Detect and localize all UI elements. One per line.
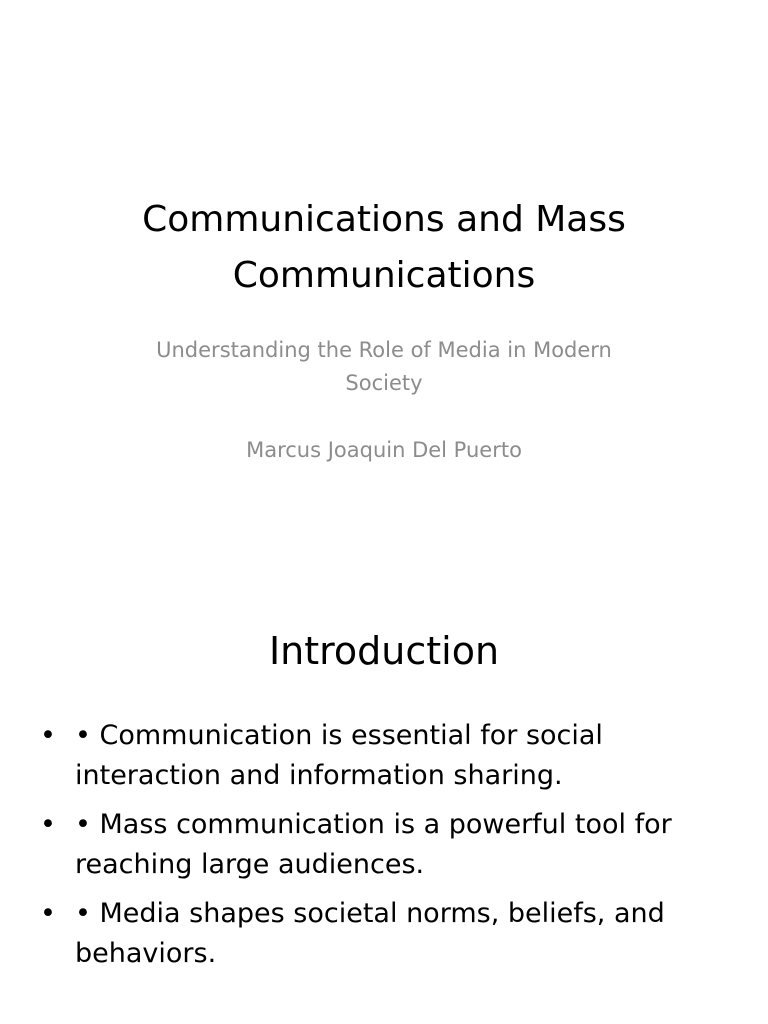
- bullet-item: [40, 894, 720, 974]
- slide-subtitle: Understanding the Role of Media in Modern Society: [156, 338, 612, 395]
- introduction-slide: [0, 576, 768, 1024]
- bullet-text: • Communication is essential for social interaction and information sharing.: [75, 720, 603, 791]
- bullet-text: • Mass communication is a powerful tool for reaching large audiences.: [75, 809, 672, 880]
- author-name: Marcus Joaquin Del Puerto: [246, 438, 522, 462]
- bullet-list: [40, 716, 720, 983]
- bullet-item: [40, 716, 720, 796]
- slide-subtitle-block: [120, 334, 648, 467]
- bullet-marker: •: [40, 898, 56, 929]
- bullet-item: [40, 805, 720, 885]
- bullet-marker: •: [40, 720, 56, 751]
- slide-title: Communications and Mass Communications: [142, 199, 626, 296]
- slide-heading: Introduction: [268, 629, 500, 673]
- bullet-text: • Media shapes societal norms, beliefs, and behaviors.: [75, 898, 665, 969]
- bullet-marker: •: [40, 809, 56, 840]
